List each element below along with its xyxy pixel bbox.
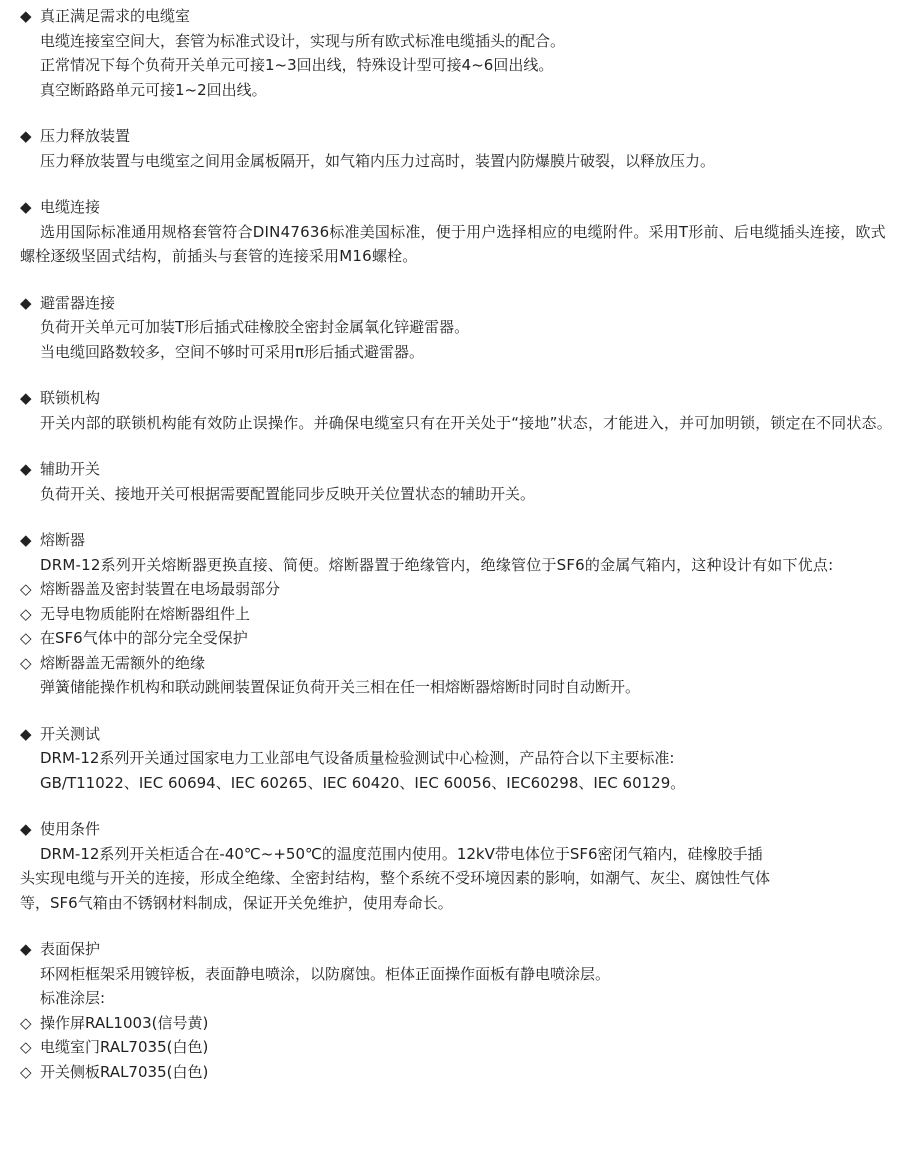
list-item: ◇ 开关侧板RAL7035(白色) <box>20 1060 900 1085</box>
paragraph-line: DRM-12系列开关通过国家电力工业部电气设备质量检验测试中心检测，产品符合以下主要标准: <box>40 749 675 767</box>
section-aux-switch <box>20 457 900 506</box>
paragraph-line: 正常情况下每个负荷开关单元可接1~3回出线，特殊设计型可接4~6回出线。 <box>40 56 554 74</box>
paragraph-line: 电缆连接室空间大，套管为标准式设计，实现与所有欧式标准电缆插头的配合。 <box>40 31 566 50</box>
section-heading: ◆ 联锁机构 <box>20 386 900 411</box>
paragraph-line: 弹簧储能操作机构和联动跳闸装置保证负荷开关三相在任一相熔断器熔断时同时自动断开。 <box>40 678 641 696</box>
paragraph-line: 真空断路路单元可接1~2回出线。 <box>40 80 267 99</box>
diamond-filled-icon: ◆ <box>20 820 32 838</box>
section-surface-protection <box>20 937 900 1084</box>
section-interlock <box>20 386 900 435</box>
section-fuse <box>20 528 900 700</box>
paragraph-line: DRM-12系列开关柜适合在-40℃~+50℃的温度范围内使用。12kV带电体位于SF6密闭气箱内，硅橡胶手插 <box>40 844 763 863</box>
diamond-filled-icon: ◆ <box>20 293 32 312</box>
diamond-filled-icon: ◆ <box>20 127 32 145</box>
paragraph-line: 负荷开关、接地开关可根据需要配置能同步反映开关位置状态的辅助开关。 <box>40 484 536 503</box>
diamond-outline-icon: ◇ <box>20 629 32 647</box>
paragraph-line: 等，SF6气箱由不锈钢材料制成，保证开关免维护，使用寿命长。 <box>20 893 453 912</box>
diamond-filled-icon: ◆ <box>20 7 32 25</box>
section-heading: ◆ 开关测试 <box>20 722 900 747</box>
section-heading: ◆ 熔断器 <box>20 528 900 553</box>
section-cable-room <box>20 4 900 102</box>
section-heading: ◆ 真正满足需求的电缆室 <box>20 4 900 29</box>
diamond-filled-icon: ◆ <box>20 531 32 549</box>
paragraph-line: 头实现电缆与开关的连接，形成全绝缘、全密封结构，整个系统不受环境因素的影响，如潮气、灰尘、腐蚀性气体 <box>20 869 771 887</box>
section-heading: ◆ 避雷器连接 <box>20 291 900 316</box>
diamond-outline-icon: ◇ <box>20 1038 32 1056</box>
section-heading: ◆ 表面保护 <box>20 937 900 962</box>
section-pressure-relief <box>20 124 900 173</box>
paragraph-line: 压力释放装置与电缆室之间用金属板隔开，如气箱内压力过高时，装置内防爆膜片破裂，以释放压力。 <box>40 151 716 170</box>
section-arrester-connection <box>20 291 900 365</box>
section-switch-test <box>20 722 900 796</box>
diamond-outline-icon: ◇ <box>20 1013 32 1032</box>
diamond-filled-icon: ◆ <box>20 389 32 407</box>
list-item: ◇ 在SF6气体中的部分完全受保护 <box>20 626 900 651</box>
section-heading: ◆ 使用条件 <box>20 817 900 842</box>
list-item: ◇ 操作屏RAL1003(信号黄) <box>20 1011 900 1036</box>
paragraph-line: 标准涂层: <box>40 989 106 1007</box>
section-heading: ◆ 电缆连接 <box>20 195 900 220</box>
paragraph-line: GB/T11022、IEC 60694、IEC 60265、IEC 60420、IEC 60056、IEC60298、IEC 60129。 <box>40 773 686 792</box>
section-heading: ◆ 辅助开关 <box>20 457 900 482</box>
paragraph-line: 负荷开关单元可加装T形后插式硅橡胶全密封金属氧化锌避雷器。 <box>40 318 470 336</box>
list-item: ◇ 无导电物质能附在熔断器组件上 <box>20 602 900 627</box>
list-item: ◇ 电缆室门RAL7035(白色) <box>20 1035 900 1060</box>
section-heading: ◆ 压力释放装置 <box>20 124 900 149</box>
paragraph: 选用国际标准通用规格套管符合DIN47636标准美国标准，便于用户选择相应的电缆附件。采用T形前、后电缆插头连接，欧式螺栓逐级坚固式结构，前插头与套管的连接采用M16螺栓。 <box>20 222 886 265</box>
list-item: ◇ 熔断器盖无需额外的绝缘 <box>20 651 900 676</box>
paragraph: DRM-12系列开关熔断器更换直接、简便。熔断器置于绝缘管内，绝缘管位于SF6的金属气箱内，这种设计有如下优点: <box>40 555 834 574</box>
section-cable-connection <box>20 195 900 269</box>
document-page <box>20 4 900 1106</box>
paragraph: 开关内部的联锁机构能有效防止误操作。并确保电缆室只有在开关处于“接地”状态，才能进入，并可加明锁，锁定在不同状态。 <box>40 413 892 432</box>
diamond-filled-icon: ◆ <box>20 724 32 743</box>
diamond-filled-icon: ◆ <box>20 460 32 478</box>
diamond-filled-icon: ◆ <box>20 940 32 958</box>
diamond-outline-icon: ◇ <box>20 653 32 672</box>
diamond-outline-icon: ◇ <box>20 604 32 623</box>
paragraph-line: 环网柜框架采用镀锌板，表面静电喷涂，以防腐蚀。柜体正面操作面板有静电喷涂层。 <box>40 964 611 983</box>
diamond-outline-icon: ◇ <box>20 580 32 598</box>
section-operating-conditions <box>20 817 900 915</box>
paragraph-line: 当电缆回路数较多，空间不够时可采用π形后插式避雷器。 <box>40 342 425 361</box>
diamond-outline-icon: ◇ <box>20 1062 32 1081</box>
diamond-filled-icon: ◆ <box>20 198 32 216</box>
list-item: ◇ 熔断器盖及密封装置在电场最弱部分 <box>20 577 900 602</box>
